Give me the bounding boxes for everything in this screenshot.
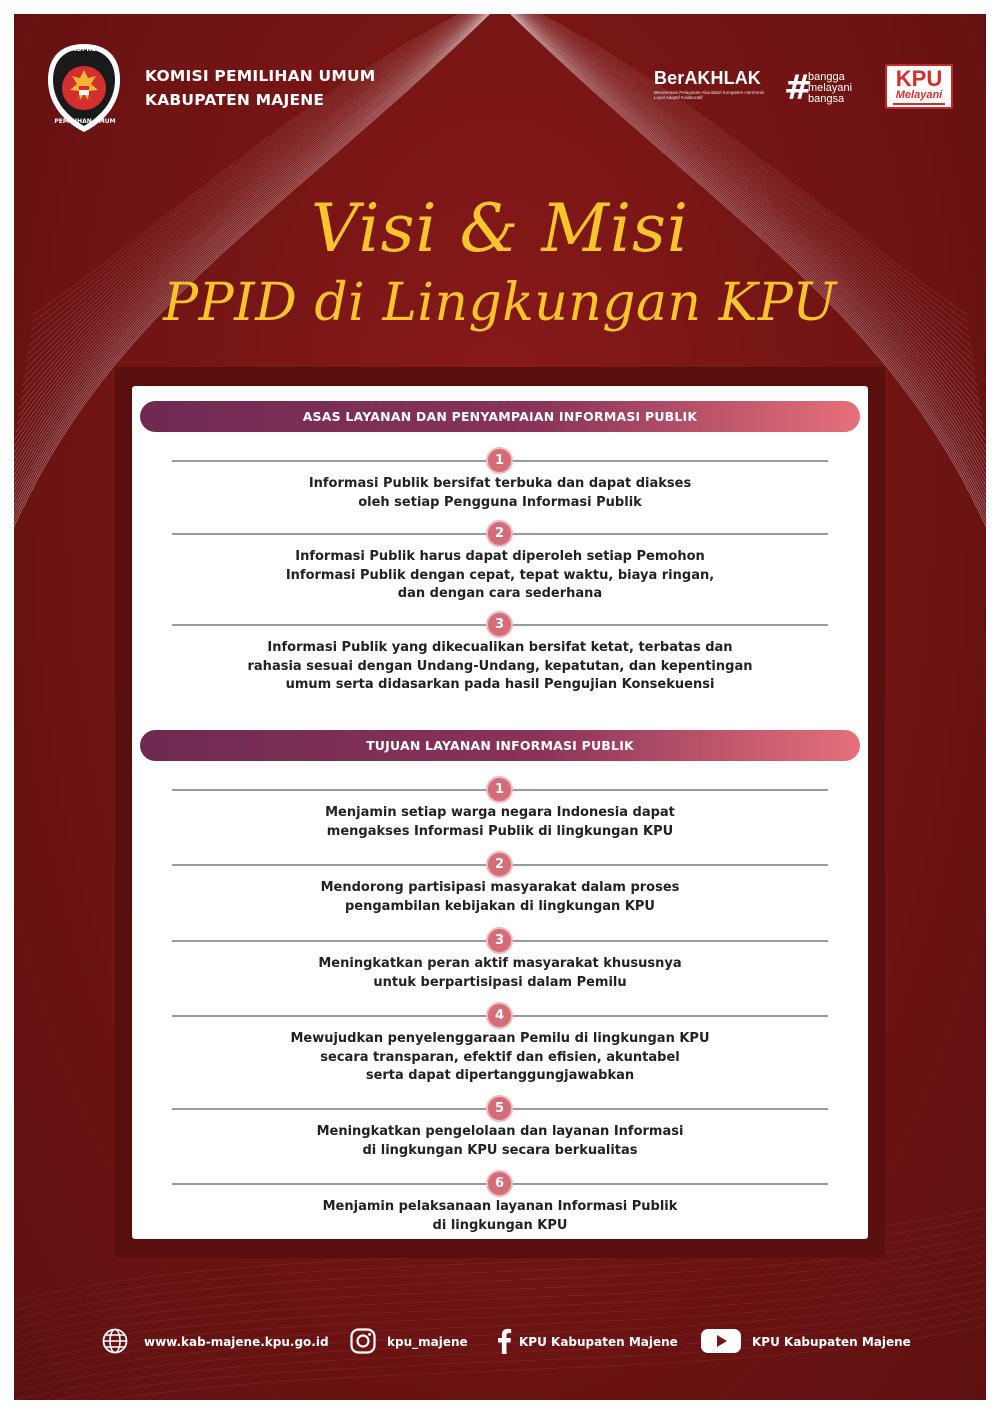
- website-link[interactable]: www.kab-majene.kpu.go.id: [144, 1335, 329, 1349]
- item-number: 3: [488, 613, 511, 636]
- item-number: 2: [488, 853, 511, 876]
- title-line-1: Visi & Misi: [311, 190, 689, 267]
- item-number: 5: [488, 1097, 511, 1120]
- facebook-page[interactable]: KPU Kabupaten Majene: [519, 1335, 678, 1349]
- instagram-handle[interactable]: kpu_majene: [387, 1335, 468, 1349]
- youtube-channel[interactable]: KPU Kabupaten Majene: [752, 1335, 911, 1349]
- kpu-melayani-top: KPU: [895, 66, 943, 91]
- item-number: 3: [488, 929, 511, 952]
- globe-icon: [101, 1327, 129, 1355]
- instagram-icon: [349, 1327, 377, 1355]
- item-number: 1: [488, 778, 511, 801]
- title-line-2: PPID di Lingkungan KPU: [163, 273, 837, 333]
- youtube-icon: [700, 1327, 742, 1355]
- bangga-word-3: bangsa: [808, 93, 845, 105]
- hashtag-icon: #: [784, 68, 813, 108]
- item-text: Menjamin pelaksanaan layanan Informasi Publik di lingkungan KPU: [322, 1199, 678, 1233]
- item-text: Informasi Publik harus dapat diperoleh setiap Pemohon Informasi Publik dengan cepat, tepat waktu, biaya ringan, dan dengan cara sederhana: [285, 549, 715, 602]
- item-text: Mewujudkan penyelenggaraan Pemilu di lingkungan KPU secara transparan, efektif dan efisien, akuntabel serta dapat dipertanggungjawabkan: [290, 1031, 710, 1084]
- item-number: 4: [488, 1004, 511, 1027]
- bangga-words: [808, 72, 852, 105]
- berakhlak-wordmark: BerAKHLAK: [654, 68, 761, 88]
- section-heading-tujuan: TUJUAN LAYANAN INFORMASI PUBLIK: [140, 730, 860, 761]
- kpu-melayani-logo: [885, 64, 953, 109]
- poster: [14, 14, 986, 1400]
- item-text: Informasi Publik yang dikecualikan bersifat ketat, terbatas dan rahasia sesuai dengan Undang-Undang, kepatutan, dan kepentingan umum serta didasarkan pada hasil Pengujian Konsekuensi: [247, 640, 753, 693]
- bangga-word-1: bangga: [808, 71, 845, 83]
- organization-name: [145, 64, 375, 112]
- kpu-logo-top-text: KOMISI: [70, 45, 100, 53]
- item-number: 2: [488, 522, 511, 545]
- berakhlak-logo: [654, 68, 772, 114]
- kpu-logo-bottom-text: PEMILIHAN UMUM: [54, 118, 116, 125]
- item-text: Informasi Publik bersifat terbuka dan dapat diakses oleh setiap Pengguna Informasi Publik: [308, 476, 692, 510]
- bangga-melayani-bangsa-logo: [784, 68, 874, 116]
- org-line-2: KABUPATEN MAJENE: [145, 91, 325, 109]
- item-number: 6: [488, 1172, 511, 1195]
- item-number: 1: [488, 449, 511, 472]
- facebook-icon: [494, 1327, 514, 1355]
- item-text: Menjamin setiap warga negara Indonesia dapat mengakses Informasi Publik di lingkungan KPU: [325, 805, 675, 839]
- content-card: [132, 386, 868, 1239]
- item-text: Meningkatkan pengelolaan dan layanan Informasi di lingkungan KPU secara berkualitas: [316, 1124, 684, 1158]
- item-text: Meningkatkan peran aktif masyarakat khususnya untuk berpartisipasi dalam Pemilu: [318, 956, 682, 990]
- item-text: Mendorong partisipasi masyarakat dalam proses pengambilan kebijakan di lingkungan KPU: [320, 880, 680, 914]
- kpu-melayani-bottom: Melayani: [895, 89, 943, 101]
- kpu-melayani-underline: [893, 103, 945, 105]
- footer: [14, 1327, 986, 1357]
- org-line-1: KOMISI PEMILIHAN UMUM: [145, 67, 376, 85]
- bangga-word-2: melayani: [808, 82, 853, 94]
- berakhlak-subtitle: Berorientasi Pelayanan Akuntabel Kompeten Harmonis Loyal Adaptif Kolaboratif: [654, 90, 764, 100]
- section-heading-asas: ASAS LAYANAN DAN PENYAMPAIAN INFORMASI PUBLIK: [140, 401, 860, 432]
